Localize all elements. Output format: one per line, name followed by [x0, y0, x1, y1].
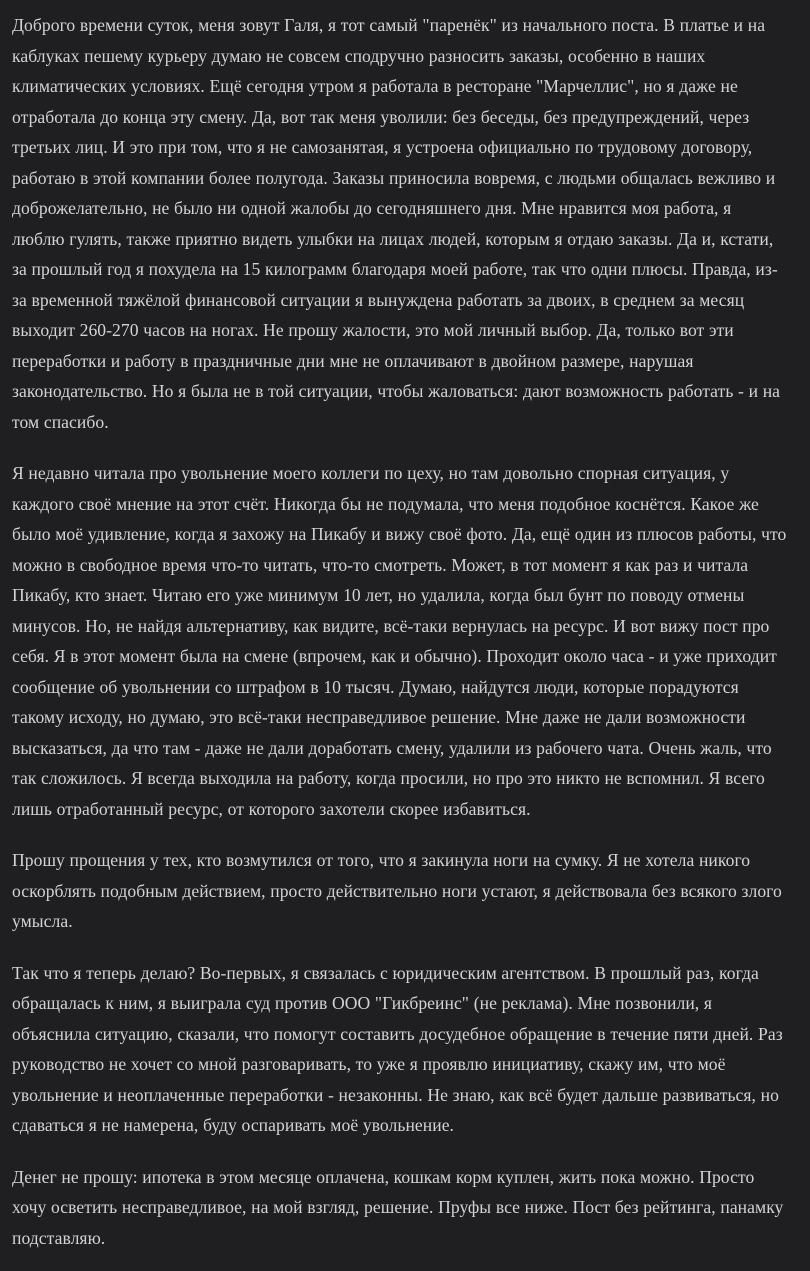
post-paragraph: Я недавно читала про увольнение моего коллеги по цеху, но там довольно спорная ситуация, у каждого своё мнение на этот счёт. Никогда бы не подумала, что меня подобное коснётся. Какое же было моё удивление, когда я захожу на Пикабу и вижу своё фото. Да, ещё один из плюсов работы, что можно в свободное время что-то читать, что-то смотреть. Может, в тот момент я как раз и читала Пикабу, кто знает. Читаю его уже минимум 10 лет, но удалила, когда был бунт по поводу отмены минусов. Но, не найдя альтернативу, как видите, всё-таки вернулась на ресурс. И вот вижу пост про себя. Я в этот момент была на смене (впрочем, как и обычно). Проходит около часа - и уже приходит сообщение об увольнении со штрафом в 10 тысяч. Думаю, найдутся люди, которые порадуются такому исходу, но думаю, это всё-таки несправедливое решение. Мне даже не дали возможности высказаться, да что там - даже не дали доработать смену, удалили из рабочего чата. Очень жаль, что так сложилось. Я всегда выходила на работу, когда просили, но про это никто не вспомнил. Я всего лишь отработанный ресурс, от которого захотели скорее избавиться.: [12, 463, 787, 819]
post-paragraph: Денег не прошу: ипотека в этом месяце оплачена, кошкам корм куплен, жить пока можно. Просто хочу осветить несправедливое, на мой взгляд, решение. Пруфы все ниже. Пост без рейтинга, панамку подставляю.: [12, 1166, 784, 1248]
post-paragraph: Так что я теперь делаю? Во-первых, я связалась с юридическим агентством. В прошлый раз, когда обращалась к ним, я выиграла суд против ООО "Гикбреинс" (не реклама). Мне позвонили, я объяснила ситуацию, сказали, что помогут составить досудебное обращение в течение пяти дней. Раз руководство не хочет со мной разговаривать, то уже я проявлю инициативу, скажу им, что моё увольнение и неоплаченные переработки - незаконны. Не знаю, как всё будет дальше развиваться, но сдаваться я не намерена, буду оспаривать моё увольнение.: [12, 962, 783, 1135]
post-paragraph: Прошу прощения у тех, кто возмутился от того, что я закинула ноги на сумку. Я не хотела никого оскорблять подобным действием, просто действительно ноги устают, я действовала без всякого злого умысла.: [12, 850, 782, 931]
post-paragraph: Доброго времени суток, меня зовут Галя, я тот самый "паренёк" из начального поста. В платье и на каблуках пешему курьеру думаю не совсем сподручно разносить заказы, особенно в наших климатических условиях. Ещё сегодня утром я работала в ресторане "Марчеллис", но я даже не отработала до конца эту смену. Да, вот так меня уволили: без беседы, без предупреждений, через третьих лиц. И это при том, что я не самозанятая, я устроена официально по трудовому договору, работаю в этой компании более полугода. Заказы приносила вовремя, с людьми общалась вежливо и доброжелательно, не было ни одной жалобы до сегодняшнего дня. Мне нравится моя работа, я люблю гулять, также приятно видеть улыбки на лицах людей, которым я отдаю заказы. Да и, кстати, за прошлый год я похудела на 15 килограмм благодаря моей работе, так что одни плюсы. Правда, из-за временной тяжёлой финансовой ситуации я вынуждена работать за двоих, в среднем за месяц выходит 260-270 часов на ногах. Не прошу жалости, это мой личный выбор. Да, только вот эти переработки и работу в праздничные дни мне не оплачивают в двойном размере, нарушая законодательство. Но я была не в той ситуации, чтобы жаловаться: дают возможность работать - и на том спасибо.: [12, 15, 781, 432]
